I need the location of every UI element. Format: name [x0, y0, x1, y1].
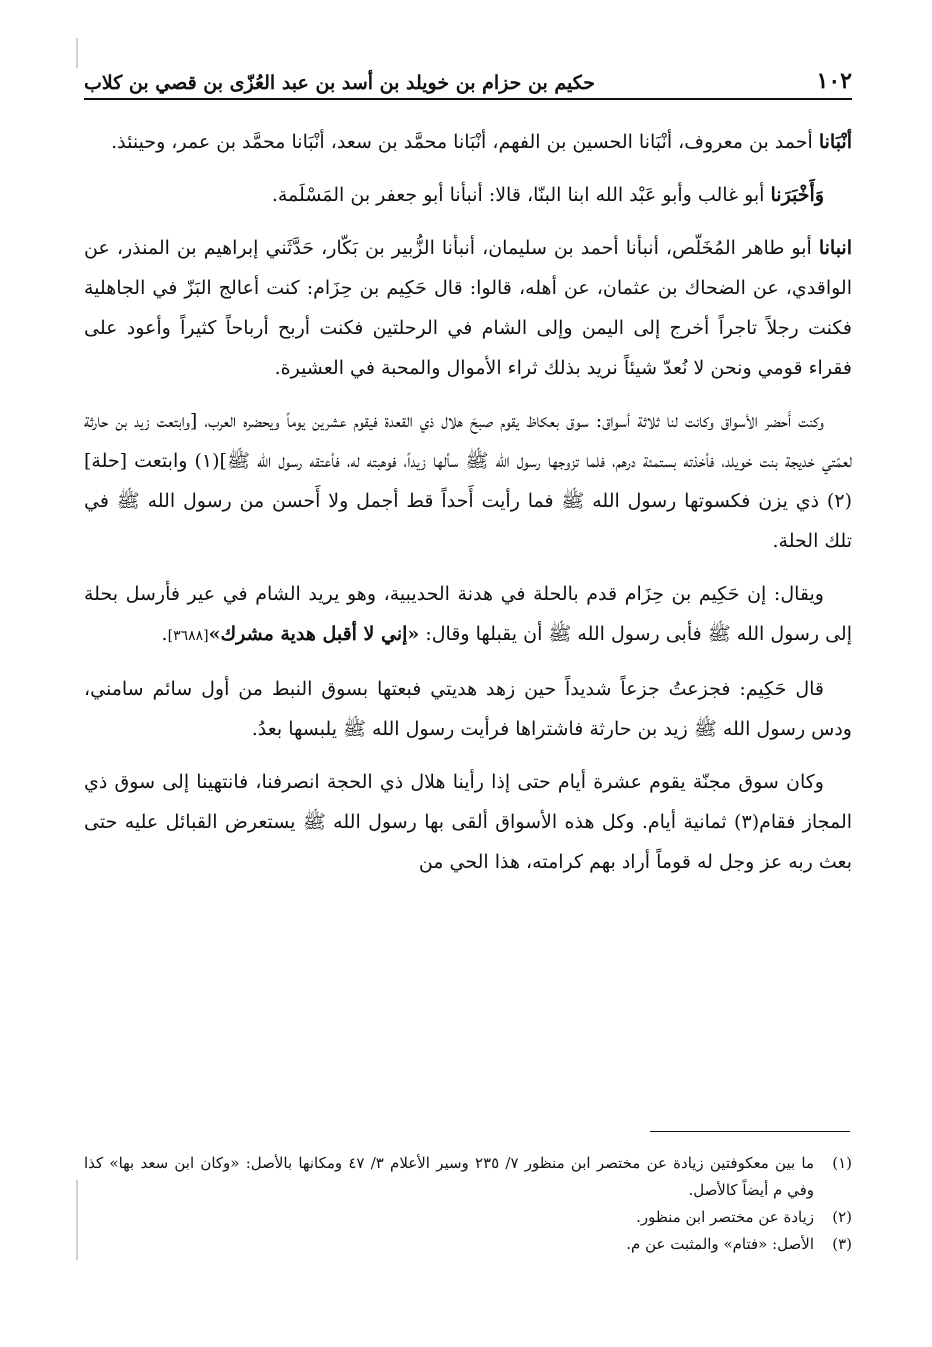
hadith-number: [٣٦٨٨]	[167, 628, 209, 644]
page-number: ١٠٢	[816, 68, 852, 94]
paragraph-7	[84, 762, 852, 882]
running-header	[84, 60, 852, 100]
paragraph-text: وكنت أَحضر الأسواق وكانت لنا ثلاثة أسواق: سوق بعكاظ يقوم صبحَ هلال ذي القعدة فيقوم عشرين يوماً ويحضره العرب، [وابتعت زيد بن حارثة لعمّتي خديجة بنت خويلد، فأخذته بستمئة درهم، فلما تزوجها رسول الله ﷺ سألها زيداً، فوهبته له، فأعتقه رسول الله ﷺ](١) وابتعت [حلة](٢) ذي يزن فكسوتها رسول الله ﷺ فما رأيت أَحداً قط أجمل ولا أَحسن من رسول الله ﷺ في تلك الحلة.	[84, 410, 852, 552]
main-text	[84, 122, 852, 895]
paragraph-lead: انبانا	[818, 237, 852, 259]
scan-edge-mark	[76, 38, 78, 68]
paragraph-3	[84, 228, 852, 388]
footnote-number: (١)	[832, 1154, 852, 1172]
footnote-text: زيادة عن مختصر ابن منظور.	[636, 1208, 814, 1226]
scan-edge-mark	[76, 1180, 78, 1260]
paragraph-lead: أنْبَانا	[818, 131, 852, 153]
paragraph-1	[84, 122, 852, 162]
header-title: حكيم بن حزام بن خويلد بن أسد بن عبد العُزّى بن قصي بن كلاب	[84, 72, 595, 94]
paragraph-text: وكان سوق مجنّة يقوم عشرة أيام حتى إذا رأينا هلال ذي الحجة انصرفنا، فانتهينا إلى سوق ذي المجاز فقام(٣) ثمانية أيام. وكل هذه الأسواق ألقى بها رسول الله ﷺ يستعرض القبائل عليه حتى بعث ربه عز وجل له قوماً أراد بهم كرامته، هذا الحي من	[84, 771, 853, 873]
paragraph-text: أحمد بن معروف، أنْبَانا الحسين بن الفهم، أنْبَانا محمَّد بن سعد، أنْبَانا محمَّد بن عمر، وحينئذ.	[111, 131, 819, 153]
paragraph-text: أبو طاهر المُخَلّص، أنبأنا أحمد بن سليمان، أنبأنا الزُّبير بن بَكّار، حَدَّثَني إبراهيم بن المنذر، عن الواقدي، عن الضحاك بن عثمان، عن أهله، قالوا: قال حَكِيم بن حِزَام: كنت أعالج البَزّ في الجاهلية فكنت رجلاً تاجراً أخرج إلى اليمن وإلى الشام في الرحلتين فكنت أربح أرباحاً كثيراً وأعود على فقراء قومي ونحن لا نُعدّ شيئاً نريد بذلك ثراء الأموال والمحبة في العشيرة.	[84, 237, 852, 379]
footnote-3	[84, 1231, 852, 1258]
paragraph-5	[84, 574, 852, 656]
footnote-text: ما بين معكوفتين زيادة عن مختصر ابن منظور ٧/ ٢٣٥ وسير الأعلام ٣/ ٤٧ ومكانها بالأصل: «وكان ابن سعد بها» كذا وفي م أيضاً كالأصل.	[84, 1154, 814, 1199]
hadith-quote: «إني لا أقبل هدية مشرك»	[208, 623, 420, 645]
footnote-text: الأصل: «فتام» والمثبت عن م.	[626, 1235, 814, 1253]
footnote-number: (٢)	[832, 1208, 852, 1226]
paragraph-end: .	[161, 623, 168, 645]
paragraph-text: ويقال: إن حَكِيم بن حِزَام قدم بالحلة في هدنة الحديبية، وهو يريد الشام في عير فأرسل بحلة إلى رسول الله ﷺ فأبى رسول الله ﷺ أن يقبلها وقال:	[84, 583, 852, 645]
footnote-number: (٣)	[832, 1235, 852, 1253]
paragraph-6	[84, 669, 852, 749]
paragraph-lead: وَأَخْبَرَنا	[770, 184, 824, 206]
paragraph-2	[84, 175, 852, 215]
footnote-2	[84, 1204, 852, 1231]
paragraph-4	[84, 401, 852, 561]
footnote-1	[84, 1150, 852, 1204]
paragraph-text: أبو غالب وأبو عَبْد الله ابنا البنّا، قالا: أنبأنا أبو جعفر بن المَسْلَمة.	[271, 184, 771, 206]
footnote-separator	[650, 1131, 850, 1132]
paragraph-text: قال حَكِيم: فجزعتُ جزعاً شديداً حين زهد هديتي فبعتها بسوق النبط من أول سائم سامني، ودس رسول الله ﷺ زيد بن حارثة فاشتراها فرأيت رسول الله ﷺ يلبسها بعدُ.	[84, 678, 852, 740]
footnotes	[84, 1150, 852, 1258]
